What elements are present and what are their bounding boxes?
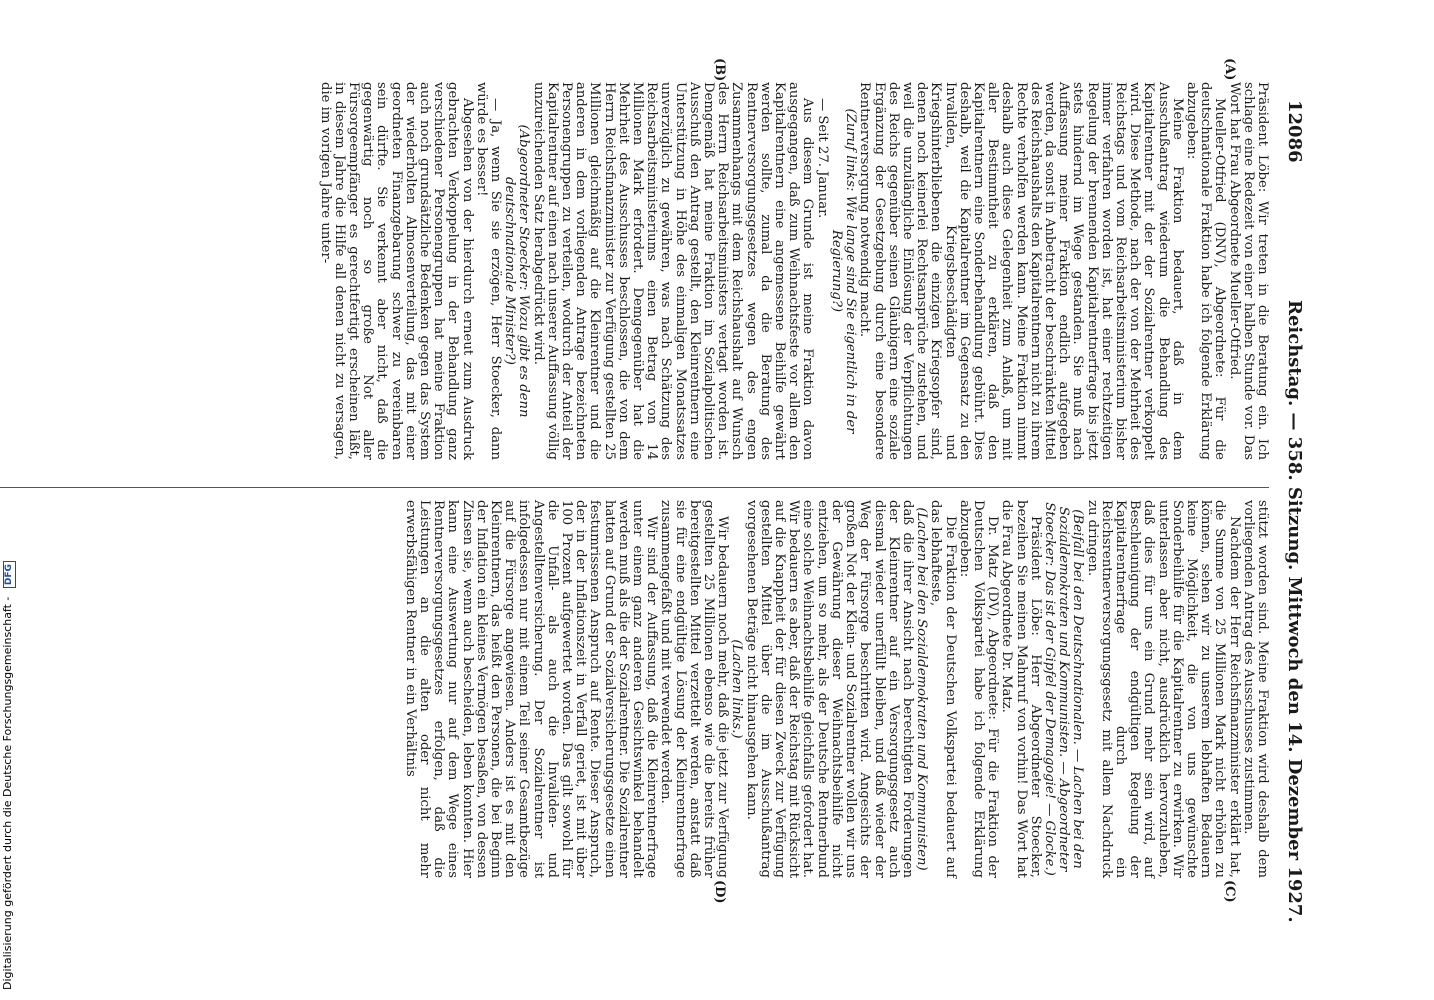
paragraph: Meine Fraktion bedauert, daß in dem Ausschußantrag wiederum die Behandlung des Kapitalrentner mit der der Sozialrentner verkoppelt wird. Diese Methode, nach der von der Mehrheit des Reichstags und vom Reichsarbeitsministerium bisher immer verfahren worden ist, hat einer rechtzeitigen Regelung der brennenden Kapitalrentnerfrage bis jetzt stets hindernd im Wege gestanden. Sie muß nach Auffassung meiner Fraktion endlich aufgegeben werden, da sonst in Anbetracht der beschränkten Mittel des Reichshaushalts den Kapitalrentnern nicht zu ihrem Rechte verholfen werden kann. Meine Fraktion nimmt deshalb auch diese Gelegenheit zum Anlaß, um mit aller Bestimmtheit zu erklären, daß den Kapitalrentnern eine Sonderbehandlung gebührt. Dies deshalb, weil die Kapitalrentner im Gegensatz zu den Invaliden, Kriegsbeschädigten und Kriegshinterbliebenen die einzigen Kriegsopfer sind, denen noch keinerlei Rechtsansprüche zustehen, und weil die unzulängliche Einlösung der Verpflichtungen des Reichs gegenüber seinen Gläubigern eine soziale Ergänzung der Gesetzgebung durch eine besondere Rentnerversorgung notwendig macht. [857, 82, 1185, 460]
paragraph: Die Fraktion der Deutschen Volkspartei bedauert auf das lebhafteste, [928, 500, 958, 878]
margin-mark-a: (A) [1222, 58, 1237, 81]
interjection: (Lachen links.) [729, 639, 745, 739]
interjection: (Abgeordneter Stoecker: Wozu gibt es denn deutschnationale Minister?) [502, 124, 532, 418]
paragraph: Dr. Matz (DV), Abgeordnete: Für die Fraktion der Deutschen Volkspartei habe ich folgende Erklärung abzugeben: [956, 500, 1001, 878]
paragraph: stützt worden sind. Meine Fraktion wird deshalb dem vorliegenden Antrag des Ausschusses zustimmen. [1240, 500, 1270, 878]
paragraph: Wir bedauern noch mehr, daß die jetzt zur Verfügung gestellten 25 Millionen ebenso wie die bereits früher bereitgestellten Mittel verzettelt werden, anstatt daß sie für eine endgültige Lösung der Kleinrentnerfrage zusammengefaßt und mit verwendet werden. [658, 500, 731, 878]
paragraph: — Seit 27. Januar. [814, 98, 830, 219]
paragraph: — Ja, wenn Sie sie erzögen, Herr Stoecker, dann würde es besser! [473, 82, 504, 460]
page-title: Reichstag. — 358. Sitzung. Mittwoch den 14. Dezember 1927. [1284, 300, 1305, 923]
paragraph: Wir sind der Auffassung, daß die Kleinrentnerfrage unter einem ganz anderen Gesichtswinkel behandelt werden muß als die der Sozialrentner. Die Sozialrentner hatten auf Grund der Sozialversicherungsgesetze einen festumrissenen Anspruch auf Rente. Dieser Anspruch, der in der Inflationszeit in Verfall geriet, ist mit über 100 Prozent aufgewertet worden. Das gilt sowohl für die Unfall- als auch die Invaliden- und Angestelltenversicherung. Der Sozialrentner ist infolgedessen nur mit einem Teil seiner Gesamtbezüge auf die Fürsorge angewiesen. Anders ist es mit den Kleinrentnern, das heißt den Personen, die bei Beginn der Inflation ein kleines Vermögen besaßen, von dessen Zinsen sie, wenn auch bescheiden, leben konnten. Hier kann eine Auswertung nur auf dem Wege eines Rentnerversorgungsgesetzes erfolgen, daß die Leistungen an die alten oder nicht mehr erwerbsfähigen Rentner in ein Verhältnis [402, 500, 660, 878]
paragraph: Abgesehen von der hierdurch erneut zum Ausdruck gebrachten Verkoppelung in der Behandlung ganz verschiedener Personengruppen hat meine Fraktion auch noch grundsätzliche Bedenken gegen das System der wiederholten Almosenverteilung, das mit einer geordneten Finanzgebarung schwer zu vereinbaren sein dürfte. Sie verkennt aber nicht, daß die gegenwärtig noch so große Not aller Fürsorgeempfänger es gerechtfertigt erscheinen läßt, in diesem Jahre die Hilfe all denen nicht zu versagen, die im vorigen Jahre unter- [317, 82, 475, 460]
digitization-credit [1, 0, 17, 990]
interjection: (Zuruf links: Wie lange sind Sie eigentlich in der Regierung?) [828, 108, 859, 434]
interjection: (Lachen bei den Sozialdemokraten und Kommunisten) [914, 507, 930, 871]
paragraph: Aus diesem Grunde ist meine Fraktion davon ausgegangen, daß zum Weihnachtsfeste vor allem den Kapitalrentnern eine angemessene Beihilfe gewährt werden sollte, zumal da die Beratung des Rentnerversorgungsgesetzes wegen des engen Zusammenhangs mit dem Reichshaushalt auf Wunsch des Herrn Reichsarbeitsministers vertagt worden ist. Demgemäß hat meine Fraktion im Sozialpolitischen Ausschuß den Antrag gestellt, den Kleinrentnern eine Unterstützung in Höhe des einmaligen Monatssatzes unverzüglich zu gewähren, was nach Schätzung des Reichsarbeitsministeriums einen Betrag von 14 Millionen Mark erfordert. Demgegenüber hat die Mehrheit des Ausschusses beschlossen, die von dem Herrn Reichsfinanzminister zur Verfügung gestellten 25 Millionen gleichmäßig auf die Kleinrentner und die anderen in dem vorliegenden Antrage bezeichneten Personengruppen zu verteilen, wodurch der Anteil der Kapitalrentner auf einen nach unserer Auffassung völlig unzureichenden Satz herabgedrückt wird. [530, 82, 816, 460]
page-header [1275, 100, 1305, 923]
interjection: (Beifall bei den Deutschnationalen. — Lachen bei den Sozialdemokraten und Kommunisten. — Abgeordneter Stoecker: Das ist der Gipfel der Demagogie! — Glocke.) [1041, 502, 1086, 876]
margin-mark-b: (B) [712, 58, 727, 82]
paragraph: daß die ihrer Ansicht nach berechtigten Forderungen der Kleinrentner auf ein Versorgungsgesetz auch diesmal wieder unerfüllt bleiben, und daß wieder der Weg der Fürsorge beschritten wird. Angesichts der großen Not der Klein- und Sozialrentner wollen wir uns der Gewährung dieser Weihnachtsbeihilfe nicht entziehen, um so mehr, als der Deutsche Rentnerbund eine solche Weihnachtsbeihilfe gleichfalls gefordert hat. Wir bedauern es aber, daß der Reichstag mit Rücksicht auf die Knappheit der für diesen Zweck zur Verfügung gestellten Mittel über die im Ausschußantrag vorgesehenen Beträge nicht hinausgehen kann. [743, 500, 915, 878]
column-divider [0, 487, 1269, 488]
page-number: 12086 [1284, 100, 1305, 163]
dfg-logo-icon: DFG [3, 561, 16, 588]
paragraph: Präsident Löbe: Herr Abgeordneter Stoecker, bezeihen Sie meinen Mahnruf von vorhin! Das Wort hat die Frau Abgeordnete Dr. Matz. [999, 500, 1043, 878]
paragraph: Nachdem der Herr Reichsfinanzminister erklärt hat, die Summe von 25 Millionen Mark nicht erhöhen zu können, sehen wir zu unserem lebhaften Bedauern keine Möglichkeit, die von uns gewünschte Sonderbeihilfe für die Kapitalrentner zu erwirken. Wir unterlassen aber nicht, ausdrücklich hervorzuheben, daß dies für uns ein Grund mehr sein wird, auf Beschleunigung der endgültigen Regelung der Kapitalrentnerfrage durch ein Reichsrentnerversorgungsgesetz mit allem Nachdruck zu dringen. [1084, 500, 1242, 878]
margin-mark-d: (D) [712, 880, 727, 904]
right-column [403, 500, 1269, 878]
paragraph: Mueller-Otfried (DNV), Abgeordnete: Für die deutschnationale Fraktion habe ich folgende Erklärung abzugeben: [1183, 82, 1228, 460]
left-column [317, 82, 1269, 460]
paragraph: Präsident Löbe: Wir treten in die Beratung ein. Ich schlage eine Redezeit von einer halben Stunde vor. Das Wort hat Frau Abgeordnete Mueller-Otfried. [1226, 82, 1270, 460]
credit-text: Digitalisierung gefördert durch die Deutsche Forschungsgemeinschaft - [1, 596, 14, 990]
margin-mark-c: (C) [1222, 880, 1237, 903]
